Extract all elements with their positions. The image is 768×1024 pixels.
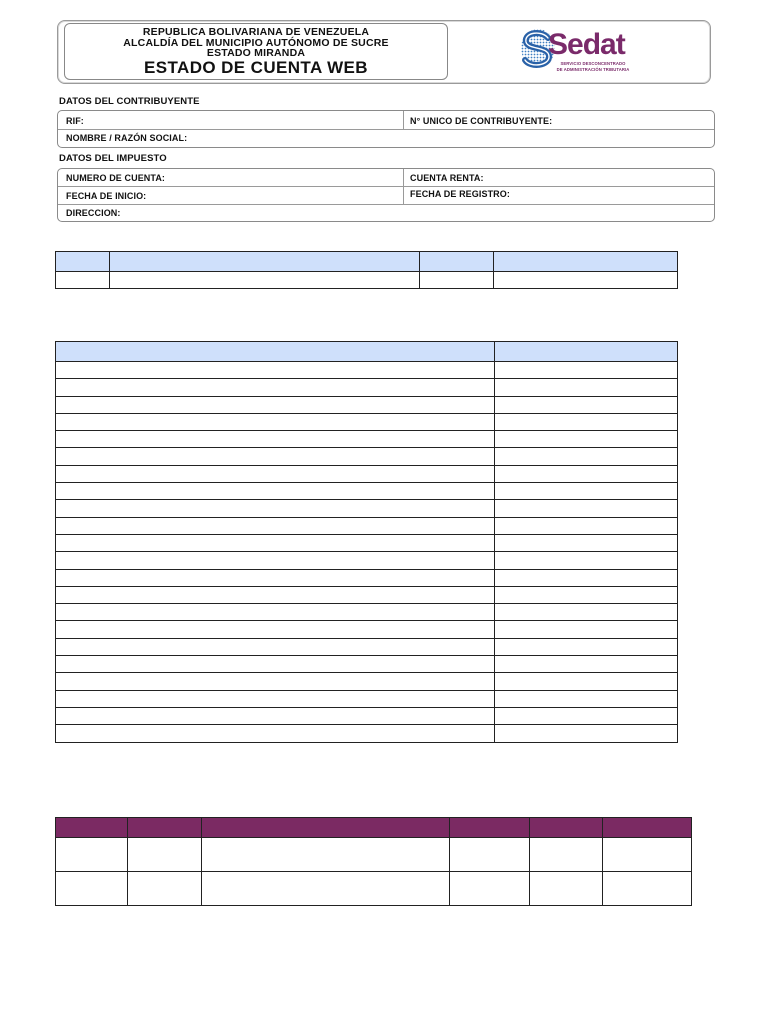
numero-cuenta-label: NUMERO DE CUENTA: — [66, 173, 166, 183]
logo-subtitle-2: DE ADMINISTRACIÓN TRIBUTARIA — [556, 67, 630, 72]
table-cell — [495, 448, 678, 465]
table-cell — [56, 552, 495, 569]
header-cell — [128, 818, 202, 838]
table-cell — [495, 379, 678, 396]
table-cell — [495, 569, 678, 586]
table-cell — [56, 272, 110, 289]
table-row — [56, 465, 678, 482]
rif-label: RIF: — [66, 116, 84, 126]
summary-table — [55, 251, 678, 289]
table-cell — [495, 431, 678, 448]
page-title: ESTADO DE CUENTA WEB — [144, 58, 368, 77]
header-title-box — [64, 23, 448, 80]
table-row — [56, 569, 678, 586]
row-divider — [58, 186, 714, 187]
table-row — [56, 379, 678, 396]
table-cell — [56, 838, 128, 872]
table-row — [56, 552, 678, 569]
fecha-inicio-label: FECHA DE INICIO: — [66, 191, 147, 201]
table-cell — [56, 604, 495, 621]
table-row — [56, 673, 678, 690]
table-cell — [450, 872, 530, 906]
table-cell — [202, 838, 450, 872]
logo-wordmark: Sedat — [548, 28, 625, 61]
sedat-logo — [518, 26, 633, 76]
table-cell — [56, 586, 495, 603]
table-row — [56, 534, 678, 551]
table-cell — [56, 517, 495, 534]
header-cell — [56, 252, 110, 272]
header-cell — [420, 252, 494, 272]
table-cell — [530, 872, 603, 906]
table-row — [56, 500, 678, 517]
table-cell — [56, 707, 495, 724]
header-cell — [530, 818, 603, 838]
table-row — [56, 586, 678, 603]
table-cell — [495, 586, 678, 603]
table-row — [56, 725, 678, 742]
table-cell — [495, 656, 678, 673]
table-cell — [495, 517, 678, 534]
table-row — [56, 517, 678, 534]
table-cell — [495, 483, 678, 500]
summary-table-header — [56, 252, 678, 272]
table-row — [56, 483, 678, 500]
contribuyente-box — [57, 110, 715, 148]
table-cell — [56, 725, 495, 742]
payments-table-header — [56, 818, 692, 838]
table-cell — [495, 638, 678, 655]
fecha-registro-label: FECHA DE REGISTRO: — [410, 189, 510, 199]
table-cell — [450, 838, 530, 872]
table-cell — [56, 673, 495, 690]
table-cell — [495, 500, 678, 517]
table-cell — [494, 272, 678, 289]
logo-subtitle-1: SERVICIO DESCONCENTRADO — [560, 61, 626, 66]
detail-table — [55, 341, 678, 743]
detail-table-header — [56, 342, 678, 362]
table-cell — [56, 413, 495, 430]
cuenta-renta-label: CUENTA RENTA: — [410, 173, 484, 183]
table-row — [56, 638, 678, 655]
table-cell — [56, 621, 495, 638]
table-cell — [495, 690, 678, 707]
table-cell — [495, 465, 678, 482]
table-cell — [495, 413, 678, 430]
header-cell — [494, 252, 678, 272]
table-row — [56, 272, 678, 289]
table-row — [56, 621, 678, 638]
table-row — [56, 396, 678, 413]
table-row — [56, 656, 678, 673]
table-row — [56, 413, 678, 430]
header-estado: ESTADO MIRANDA — [206, 47, 306, 59]
table-cell — [56, 534, 495, 551]
table-cell — [495, 362, 678, 379]
detail-table-body — [56, 362, 678, 743]
table-cell — [530, 838, 603, 872]
table-cell — [495, 673, 678, 690]
table-cell — [495, 534, 678, 551]
table-cell — [56, 638, 495, 655]
table-cell — [56, 569, 495, 586]
header-republic: REPUBLICA BOLIVARIANA DE VENEZUELA — [142, 26, 370, 38]
row-divider — [58, 129, 714, 130]
section-title-impuesto: DATOS DEL IMPUESTO — [59, 153, 167, 164]
header-cell — [202, 818, 450, 838]
table-cell — [56, 448, 495, 465]
table-cell — [495, 552, 678, 569]
table-cell — [495, 707, 678, 724]
table-cell — [128, 838, 202, 872]
section-title-contribuyente: DATOS DEL CONTRIBUYENTE — [59, 96, 200, 107]
table-row — [56, 604, 678, 621]
payments-table — [55, 817, 692, 906]
table-row — [56, 362, 678, 379]
header-cell — [603, 818, 692, 838]
impuesto-box — [57, 168, 715, 222]
table-cell — [56, 362, 495, 379]
table-cell — [495, 396, 678, 413]
table-row — [56, 838, 692, 872]
table-row — [56, 431, 678, 448]
table-cell — [128, 872, 202, 906]
table-cell — [495, 604, 678, 621]
numero-unico-label: N° UNICO DE CONTRIBUYENTE: — [410, 116, 553, 126]
table-cell — [56, 379, 495, 396]
table-row — [56, 872, 692, 906]
table-cell — [603, 872, 692, 906]
column-divider — [403, 111, 404, 129]
table-cell — [56, 690, 495, 707]
header-cell — [56, 342, 495, 362]
direccion-label: DIRECCION: — [66, 208, 121, 218]
header-cell — [450, 818, 530, 838]
table-cell — [56, 396, 495, 413]
nombre-label: NOMBRE / RAZÓN SOCIAL: — [66, 133, 188, 143]
table-row — [56, 707, 678, 724]
header-cell — [495, 342, 678, 362]
table-cell — [56, 872, 128, 906]
table-cell — [202, 872, 450, 906]
table-cell — [56, 431, 495, 448]
table-cell — [495, 725, 678, 742]
table-cell — [56, 500, 495, 517]
table-cell — [603, 838, 692, 872]
header-cell — [110, 252, 420, 272]
table-row — [56, 690, 678, 707]
row-divider — [58, 204, 714, 205]
table-cell — [56, 656, 495, 673]
table-cell — [420, 272, 494, 289]
header-alcaldia: ALCALDÍA DEL MUNICIPIO AUTÓNOMO DE SUCRE — [123, 37, 389, 49]
table-cell — [110, 272, 420, 289]
column-divider — [403, 169, 404, 204]
table-cell — [56, 465, 495, 482]
table-cell — [56, 483, 495, 500]
header-cell — [56, 818, 128, 838]
table-row — [56, 448, 678, 465]
table-cell — [495, 621, 678, 638]
